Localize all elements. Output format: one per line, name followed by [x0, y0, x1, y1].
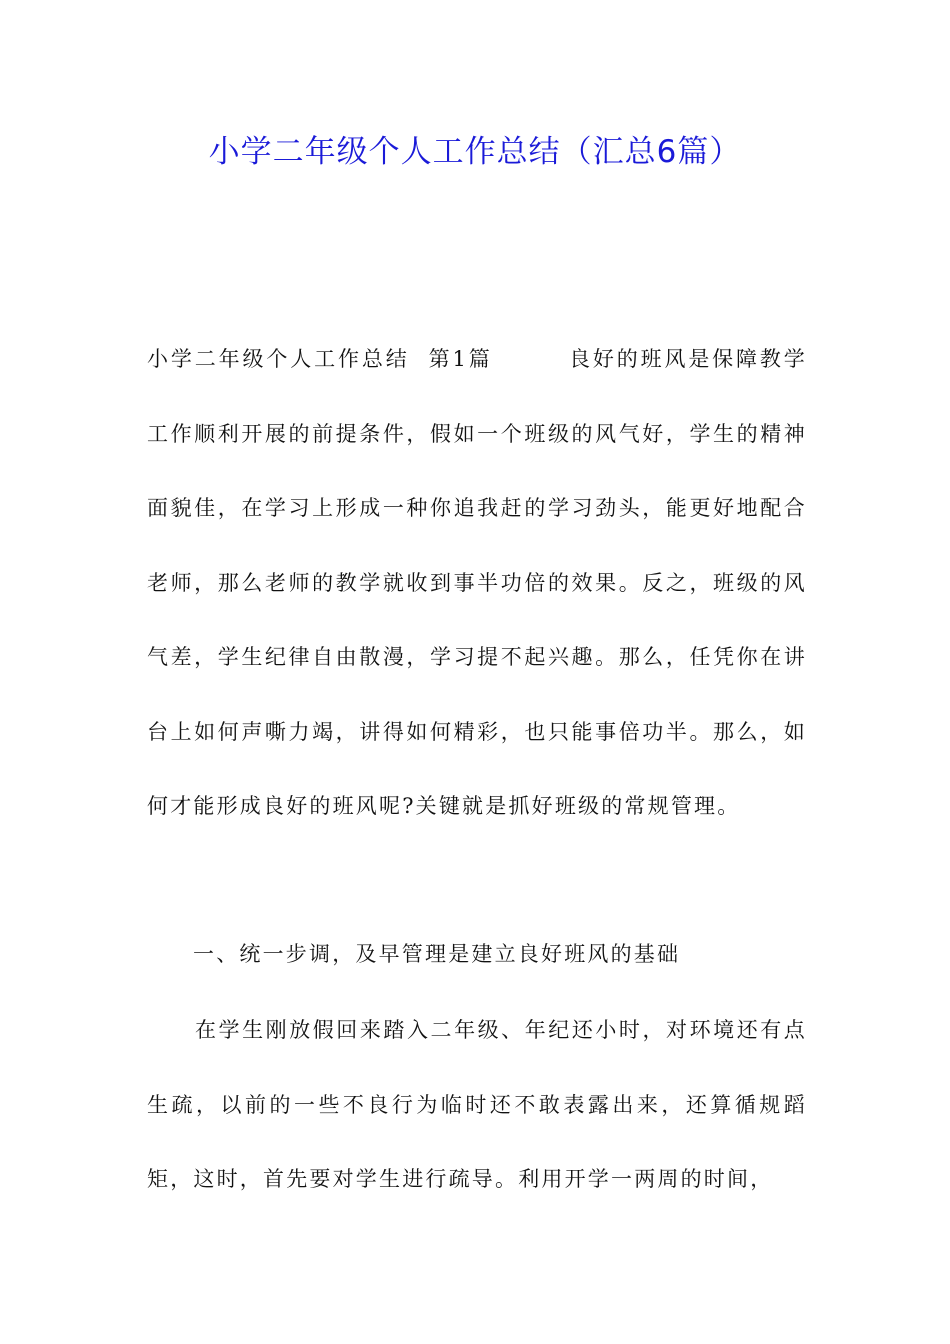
body-paragraph-1: 小学二年级个人工作总结 第1篇 良好的班风是保障教学工作顺利开展的前提条件，假如一个班级的风气好，学生的精神面貌佳，在学习上形成一种你追我赶的学习劲头，能更好地配合老师，那么老师的教学就收到事半功倍的效果。反之，班级的风气差，学生纪律自由散漫，学习提不起兴趣。那么，任凭你在讲台上如何声嘶力竭，讲得如何精彩，也只能事倍功半。那么，如何才能形成良好的班风呢?关键就是抓好班级的常规管理。	[147, 347, 807, 818]
section-heading: 一、统一步调，及早管理是建立良好班风的基础	[193, 942, 681, 966]
document-title: 小学二年级个人工作总结（汇总6篇）	[208, 134, 742, 170]
body-paragraph-2: 在学生刚放假回来踏入二年级、年纪还小时，对环境还有点生疏，以前的一些不良行为临时还不敢表露出来，还算循规蹈矩，这时，首先要对学生进行疏导。利用开学一两周的时间，	[147, 1018, 807, 1191]
